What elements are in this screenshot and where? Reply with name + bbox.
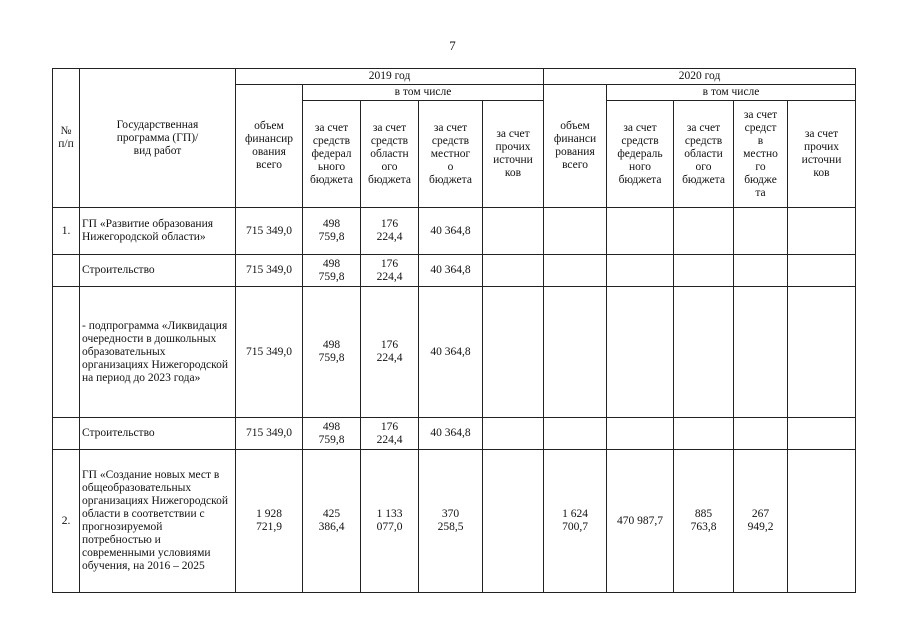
table-row — [53, 255, 856, 287]
row-num — [53, 418, 80, 450]
cell-2019-local: 370 258,5 — [419, 450, 483, 593]
cell-2019-total: 715 349,0 — [236, 208, 303, 255]
header-2019-incl: в том числе — [303, 85, 544, 101]
cell-2020-local: 267 949,2 — [734, 450, 788, 593]
cell-2019-local: 40 364,8 — [419, 208, 483, 255]
cell-2020-regional: 885 763,8 — [674, 450, 734, 593]
cell-2019-regional: 176 224,4 — [361, 255, 419, 287]
row-num: 1. — [53, 208, 80, 255]
cell-2019-local: 40 364,8 — [419, 418, 483, 450]
cell-2019-other — [483, 287, 544, 418]
header-year-2020: 2020 год — [544, 69, 856, 85]
cell-2020-regional — [674, 287, 734, 418]
cell-2020-total — [544, 287, 607, 418]
header-2020-incl: в том числе — [607, 85, 856, 101]
cell-2019-local: 40 364,8 — [419, 287, 483, 418]
table-row — [53, 287, 856, 418]
header-2020-other: за счет прочих источни ков — [788, 101, 856, 208]
cell-2020-federal: 470 987,7 — [607, 450, 674, 593]
cell-2020-federal — [607, 208, 674, 255]
cell-2020-local — [734, 255, 788, 287]
cell-2020-total: 1 624 700,7 — [544, 450, 607, 593]
financing-table — [52, 68, 856, 593]
header-2019-regional: за счет средств областн ого бюджета — [361, 101, 419, 208]
table-row — [53, 450, 856, 593]
page-number: 7 — [449, 38, 456, 53]
cell-2019-federal: 498 759,8 — [303, 208, 361, 255]
header-2019-other: за счет прочих источни ков — [483, 101, 544, 208]
cell-2019-other — [483, 418, 544, 450]
row-num: 2. — [53, 450, 80, 593]
row-name: Строительство — [80, 418, 236, 450]
cell-2020-total — [544, 255, 607, 287]
cell-2020-other — [788, 255, 856, 287]
header-2019-total: объем финансир ования всего — [236, 85, 303, 208]
cell-2019-federal: 498 759,8 — [303, 418, 361, 450]
row-name: ГП «Развитие образования Нижегородской области» — [80, 208, 236, 255]
cell-2020-regional — [674, 255, 734, 287]
cell-2019-total: 715 349,0 — [236, 418, 303, 450]
cell-2020-regional — [674, 418, 734, 450]
cell-2020-total — [544, 418, 607, 450]
cell-2020-local — [734, 208, 788, 255]
cell-2020-other — [788, 418, 856, 450]
cell-2019-other — [483, 450, 544, 593]
cell-2020-other — [788, 287, 856, 418]
row-name: ГП «Создание новых мест в общеобразовательных организациях Нижегородской области в соответствии с прогнозируемой потребностью и современными условиями обучения, на 2016 – 2025 — [80, 450, 236, 593]
cell-2019-local: 40 364,8 — [419, 255, 483, 287]
cell-2019-other — [483, 208, 544, 255]
cell-2019-federal: 498 759,8 — [303, 255, 361, 287]
cell-2020-other — [788, 208, 856, 255]
cell-2020-federal — [607, 255, 674, 287]
header-2019-local: за счет средств местног о бюджета — [419, 101, 483, 208]
cell-2019-total: 1 928 721,9 — [236, 450, 303, 593]
table-row — [53, 208, 856, 255]
row-num — [53, 287, 80, 418]
header-program: Государственная программа (ГП)/ вид работ — [80, 69, 236, 208]
header-2020-federal: за счет средств федераль ного бюджета — [607, 101, 674, 208]
cell-2019-regional: 176 224,4 — [361, 208, 419, 255]
cell-2020-local — [734, 287, 788, 418]
header-2020-local: за счет средст в местно го бюдже та — [734, 101, 788, 208]
cell-2019-federal: 498 759,8 — [303, 287, 361, 418]
cell-2019-regional: 176 224,4 — [361, 418, 419, 450]
cell-2020-regional — [674, 208, 734, 255]
row-name: - подпрограмма «Ликвидация очередности в дошкольных образовательных организациях Нижегородской на период до 2023 года» — [80, 287, 236, 418]
cell-2019-federal: 425 386,4 — [303, 450, 361, 593]
cell-2020-federal — [607, 418, 674, 450]
header-2019-federal: за счет средств федерал ьного бюджета — [303, 101, 361, 208]
cell-2019-regional: 176 224,4 — [361, 287, 419, 418]
cell-2020-federal — [607, 287, 674, 418]
header-2020-total: объем финанси рования всего — [544, 85, 607, 208]
cell-2019-total: 715 349,0 — [236, 255, 303, 287]
header-2020-regional: за счет средств области ого бюджета — [674, 101, 734, 208]
cell-2020-other — [788, 450, 856, 593]
row-name: Строительство — [80, 255, 236, 287]
header-year-2019: 2019 год — [236, 69, 544, 85]
header-num: № п/п — [53, 69, 80, 208]
cell-2019-other — [483, 255, 544, 287]
cell-2020-local — [734, 418, 788, 450]
row-num — [53, 255, 80, 287]
cell-2020-total — [544, 208, 607, 255]
cell-2019-total: 715 349,0 — [236, 287, 303, 418]
table-row — [53, 418, 856, 450]
cell-2019-regional: 1 133 077,0 — [361, 450, 419, 593]
